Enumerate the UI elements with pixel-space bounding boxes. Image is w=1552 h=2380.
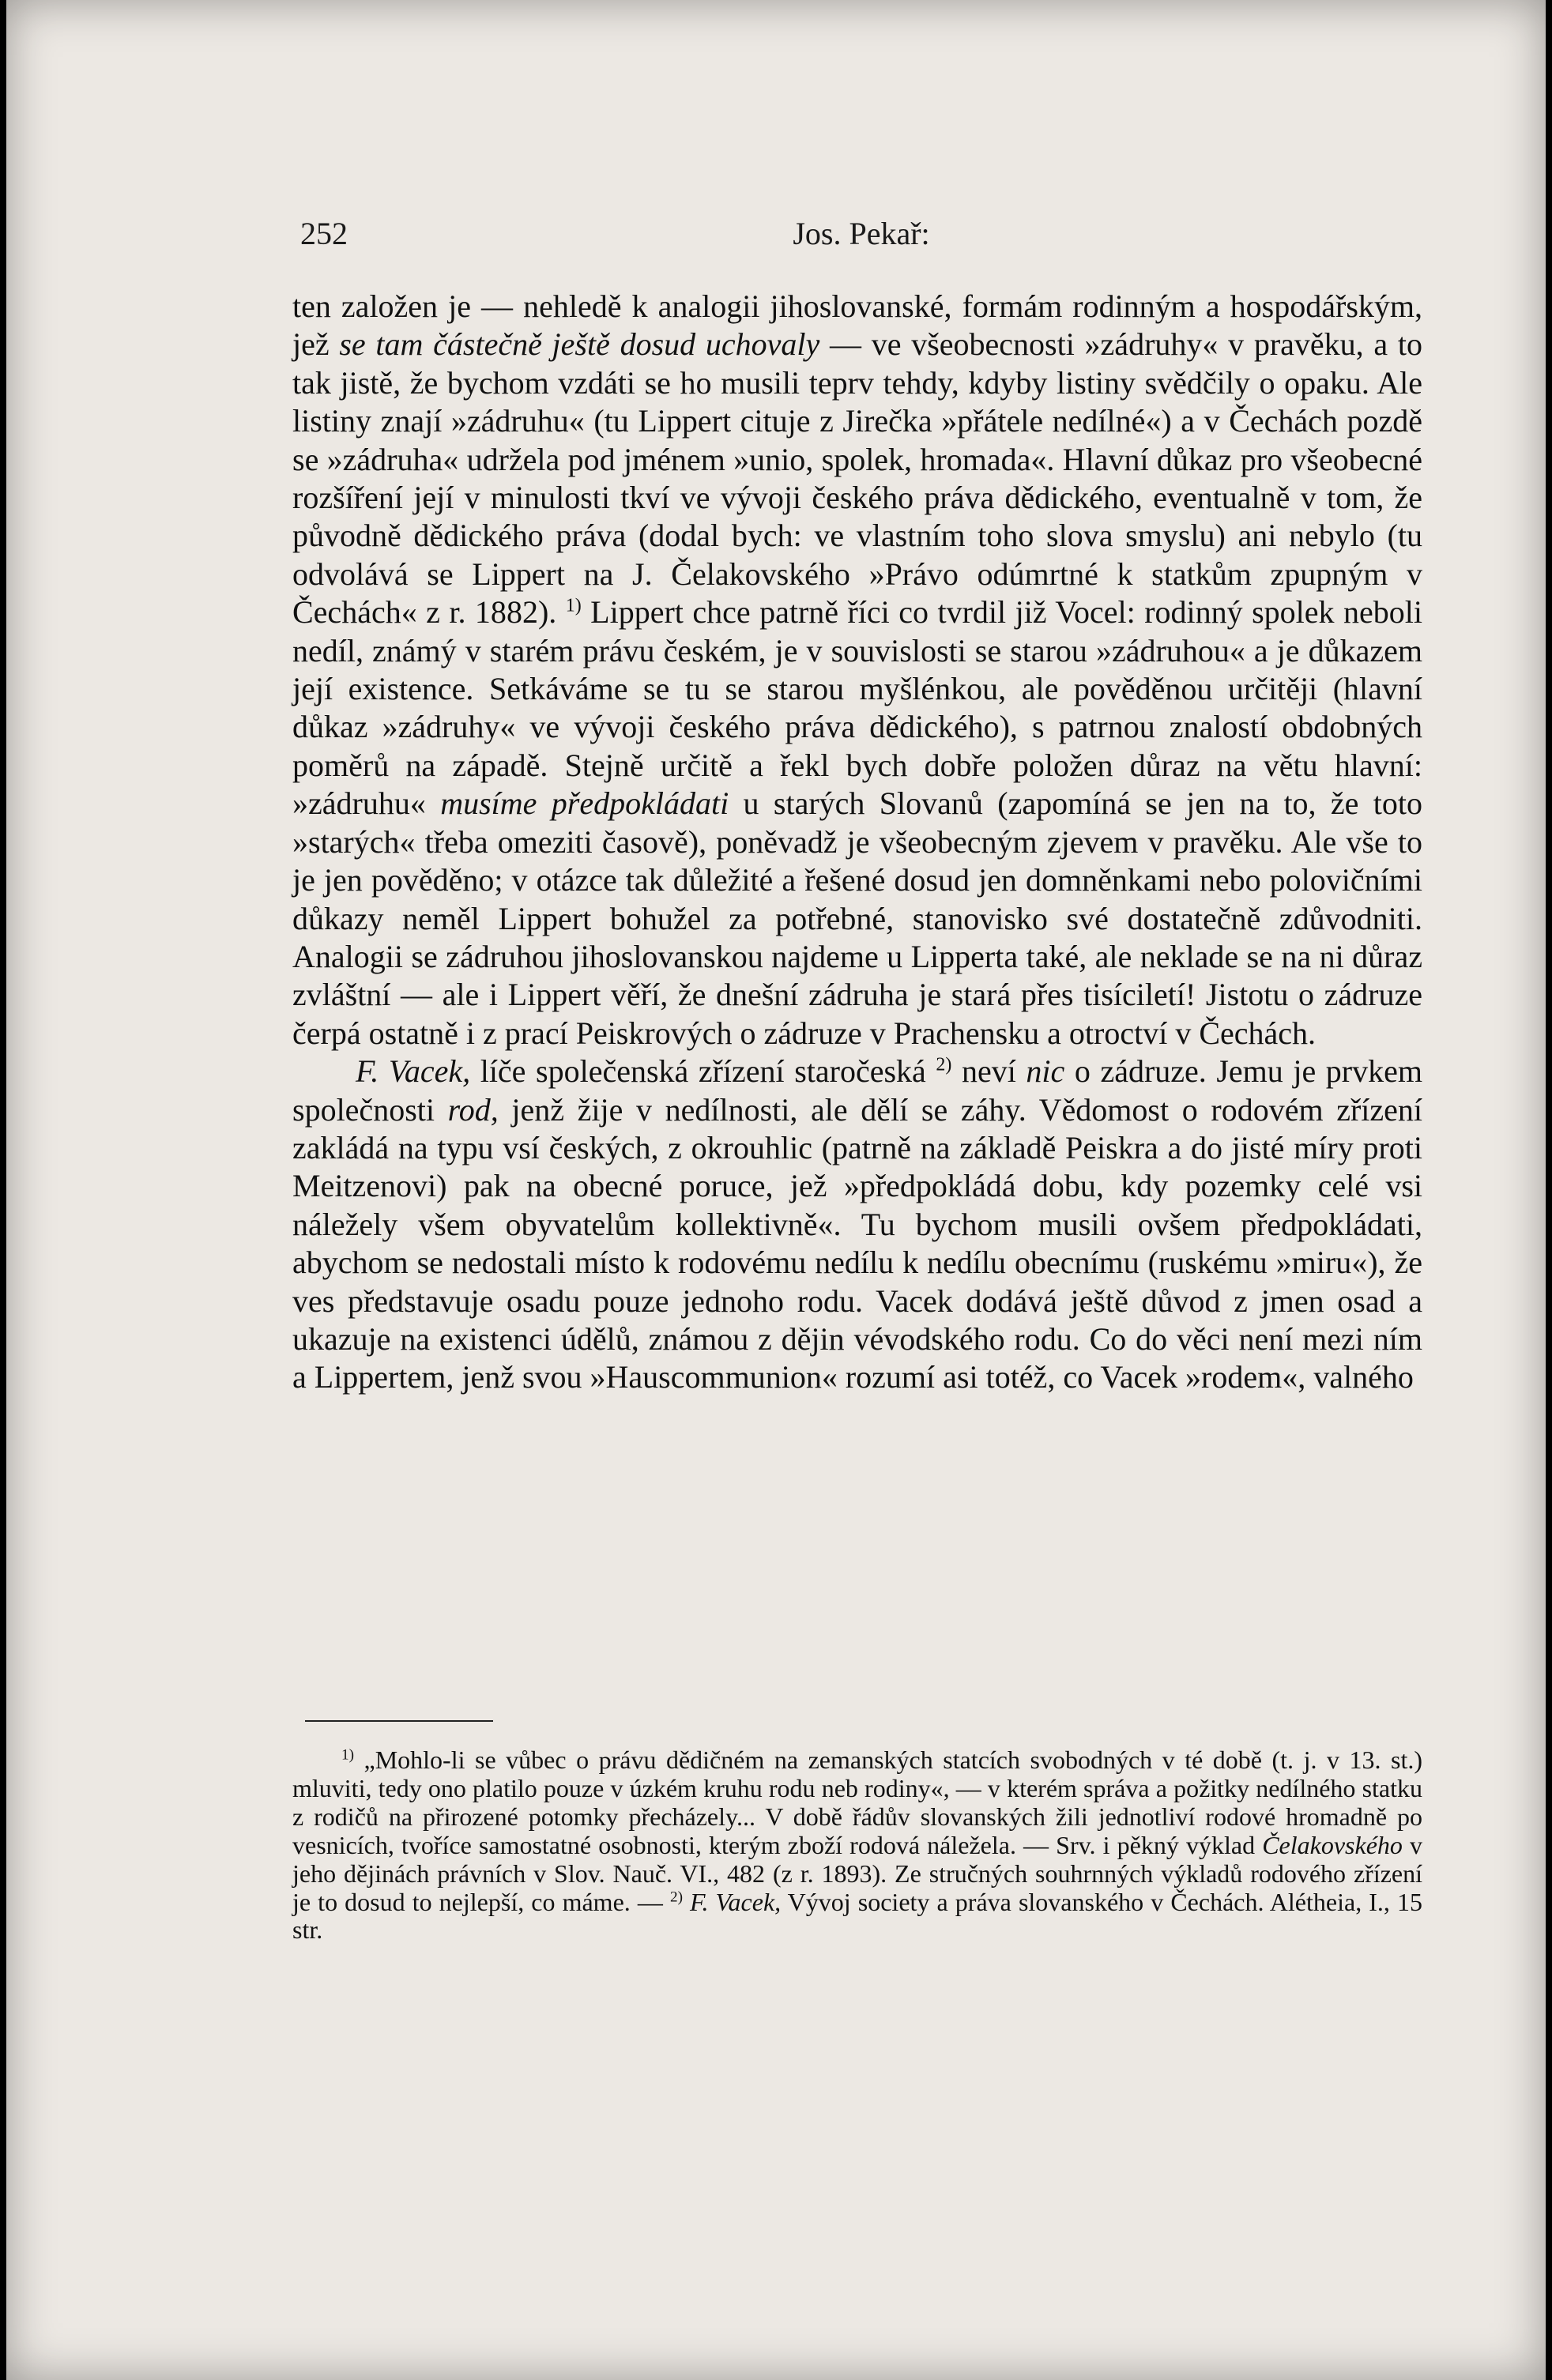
running-header (300, 215, 1422, 262)
running-head-author: Jos. Pekař: (793, 216, 930, 251)
paragraph-1: ten založen je — nehledě k analogii jihoslovanské, formám rodinným a hospodářským, jež se tam částečně ještě dosud uchovaly — ve všeobecnosti »zádruhy« v pravěku, a to tak jistě, že bychom vzdáti se ho musili teprv tehdy, kdyby listiny svědčily o opaku. Ale listiny znají »zádruhu« (tu Lippert cituje z Jirečka »přátele nedílné«) a v Čechách pozdě se »zádruha« udržela pod jménem »unio, spolek, hromada«. Hlavní důkaz pro všeobecné rozšíření její v minulosti tkví ve vývoji českého práva dědického, eventualně v tom, že původně dědického práva (dodal bych: ve vlastním toho slova smyslu) ani nebylo (tu odvolává se Lippert na J. Čelakovského »Právo odúmrtné k statkům zpupným v Čechách« z r. 1882). $^{1)}$ Lippert chce patrně říci co tvrdil již Vocel: rodinný spolek neboli nedíl, známý v starém právu českém, je v souvislosti se starou »zádruhou« a je důkazem její existence. Setkáváme se tu se starou myšlénkou, ale pověděnou určitěji (hlavní důkaz »zádruhy« ve vývoji českého práva dědického), s patrnou znalostí obdobných poměrů na západě. Stejně určitě a řekl bych dobře položen důraz na větu hlavní: »zádruhu« musíme předpokládati u starých Slovanů (zapomíná se jen na to, že toto »starých« třeba omeziti časově), poněvadž je všeobecným zjevem v pravěku. Ale vše to je jen pověděno; v otázce tak důležité a řešené dosud jen domněnkami nebo polovičními důkazy neměl Lippert bohužel za potřebné, stanovisko své dostatečně zdůvodniti. Analogii se zádruhou jihoslovanskou najdeme u Lipperta také, ale neklade se na ni důraz zvláštní — ale i Lippert věří, že dnešní zádruha je stará přes tisíciletí! Jistotu o zádruze čerpá ostatně i z prací Peiskrových o zádruze v Prachensku a otroctví v Čechách. (292, 288, 1423, 1051)
footnotes (292, 1746, 1422, 1945)
footnote-ref-2: 2) (936, 1054, 952, 1075)
footnote-separator (305, 1720, 493, 1722)
footnote-1: $^{1)}$ „Mohlo-li se vůbec o právu dědičném na zemanských statcích svobodných v té době (t. j. v 13. st.) mluviti, tedy ono platilo pouze v úzkém kruhu rodu neb rodiny«, — v kterém správa a požitky nedílného statku z rodičů na přirozené potomky přecházely... V době řádův slovanských žili jednotliví rodové hromadně po vesnicích, tvoříce samostatné osobnosti, kterým zboží rodová náležela. — Srv. i pěkný výklad Čelakovského v jeho dějinách právních v Slov. Nauč. VI., 482 (z r. 1893). Ze stručných souhrnných výkladů rodového zřízení je to dosud to nejlepší, co máme. — $^{2)}$ F. Vacek, Vývoj society a práva slovanského v Čechách. Alétheia, I., 15 str. (292, 1745, 1423, 1945)
footnote-ref-1: 1) (565, 595, 582, 616)
paragraph-2: F. Vacek, líče společenská zřízení staročeská $^{2)}$ neví nic o zádruze. Jemu je prvkem společnosti rod, jenž žije v nedílnosti, ale dělí se záhy. Vědomost o rodovém zřízení zakládá na typu vsí českých, z okrouhlic (patrně na základě Peiskra a do jisté míry proti Meitzenovi) pak na obecné poruce, jež »předpokládá dobu, kdy pozemky celé vsi náležely všem obyvatelům kollektivně«. Tu bychom musili ovšem předpokládati, abychom se nedostali místo k rodovému nedílu k nedílu obecnímu (ruskému »miru«), že ves představuje osadu pouze jednoho rodu. Vacek dodává ještě důvod z jmen osad a ukazuje na existenci údělů, známou z dějin vévodského rodu. Co do věci není mezi ním a Lippertem, jenž svou »Hauscommunion« rozumí asi totéž, co Vacek »rodem«, valného (292, 1053, 1423, 1395)
book-page (6, 0, 1546, 2380)
main-text (292, 288, 1422, 1397)
page-number: 252 (300, 216, 348, 251)
